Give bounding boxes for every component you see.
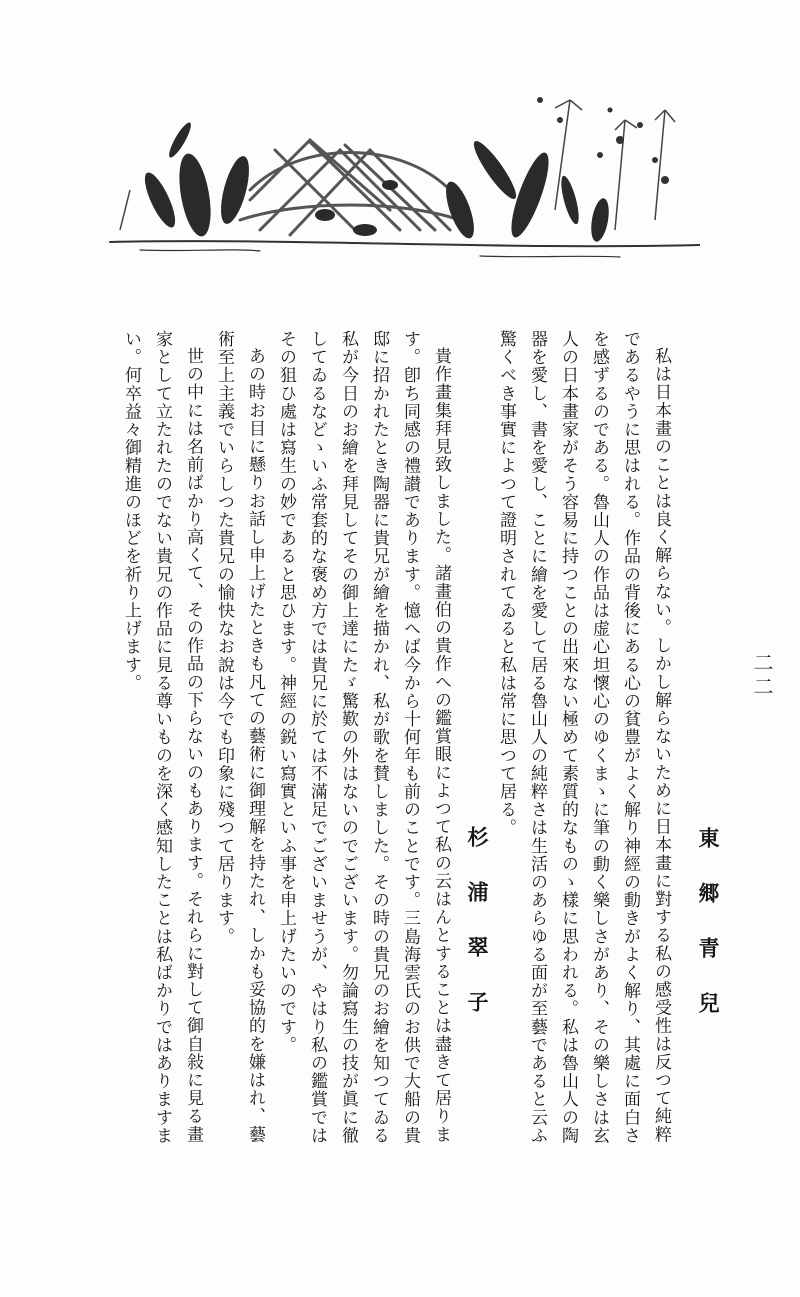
page-number: 二二: [750, 652, 774, 700]
essay-2-author: 杉浦翠子: [465, 826, 490, 1046]
essay-1-author: 東郷青兒: [696, 827, 721, 1047]
ink-grass-basket-illustration: [100, 80, 700, 270]
essay-2-body: [86, 330, 456, 1160]
essay-1-body: [496, 330, 676, 1160]
essay-2-paragraph: あの時お目に懸りお話し申上げたときも凡ての藝術に御理解を持たれ、しかも妥協的を嫌はれ、藝術至上主義でいらしつた貴兄の愉快なお說は今でも印象に殘つて居ります。: [214, 330, 265, 1144]
essay-1-paragraph: 私は日本畫のことは良く解らない。しかし解らないために日本畫に對する私の感受性は反つて純粹であるやうに思はれる。作品の背後にある心の貧豊がよく解り神經の動きがよく解り、其處に面白さを感ずるのである。魯山人の作品は虚心坦懷心のゆくまゝに筆の動く樂しさがあり、その樂しさは玄人の日本畫家がそう容易に持つことの出來ない極めて素質的なものゝ樣に思われる。私は魯山人の陶器を愛し、書を愛し、ことに繪を愛して居る魯山人の純粹さは生活のあらゆる面が至藝であると云ふ驚くべき事實によつて證明されてゐると私は常に思つて居る。: [496, 330, 671, 1145]
essay-2-paragraph: 世の中には名前ばかり高くて、その作品の下らないのもあります。それらに對して御自敍に見る畫家として立たれたのでない貴兄の作品に見る尊いものを深く感知したことは私ばかりではありますまい。何卒益々御精進のほどを祈り上げます。: [121, 330, 203, 1145]
essay-2-paragraph: 貴作畫集拜見致しました。諸畫伯の貴作への鑑賞眼によつて私の云はんとすることは盡きて居ります。卽ち同感の禮讃であります。憶へば今から十何年も前のことです。三島海雲氏のお供で大船の貴邸に招かれたとき陶器に貴兄が繪を描かれ、私が歌を賛しました。その時の貴兄のお繪を知つてゐる私が今日のお繪を拜見してその御上達にたゞ驚歎の外はないのでございます。勿論寫生の技が眞に徹してゐるなどゝいふ常套的な褒め方では貴兄に於ては不滿足でございませうが、やはり私の鑑賞ではその狙ひ處は寫生の妙であると思ひます。神經の鋭い寫實といふ事を申上げたいのです。: [276, 330, 451, 1145]
